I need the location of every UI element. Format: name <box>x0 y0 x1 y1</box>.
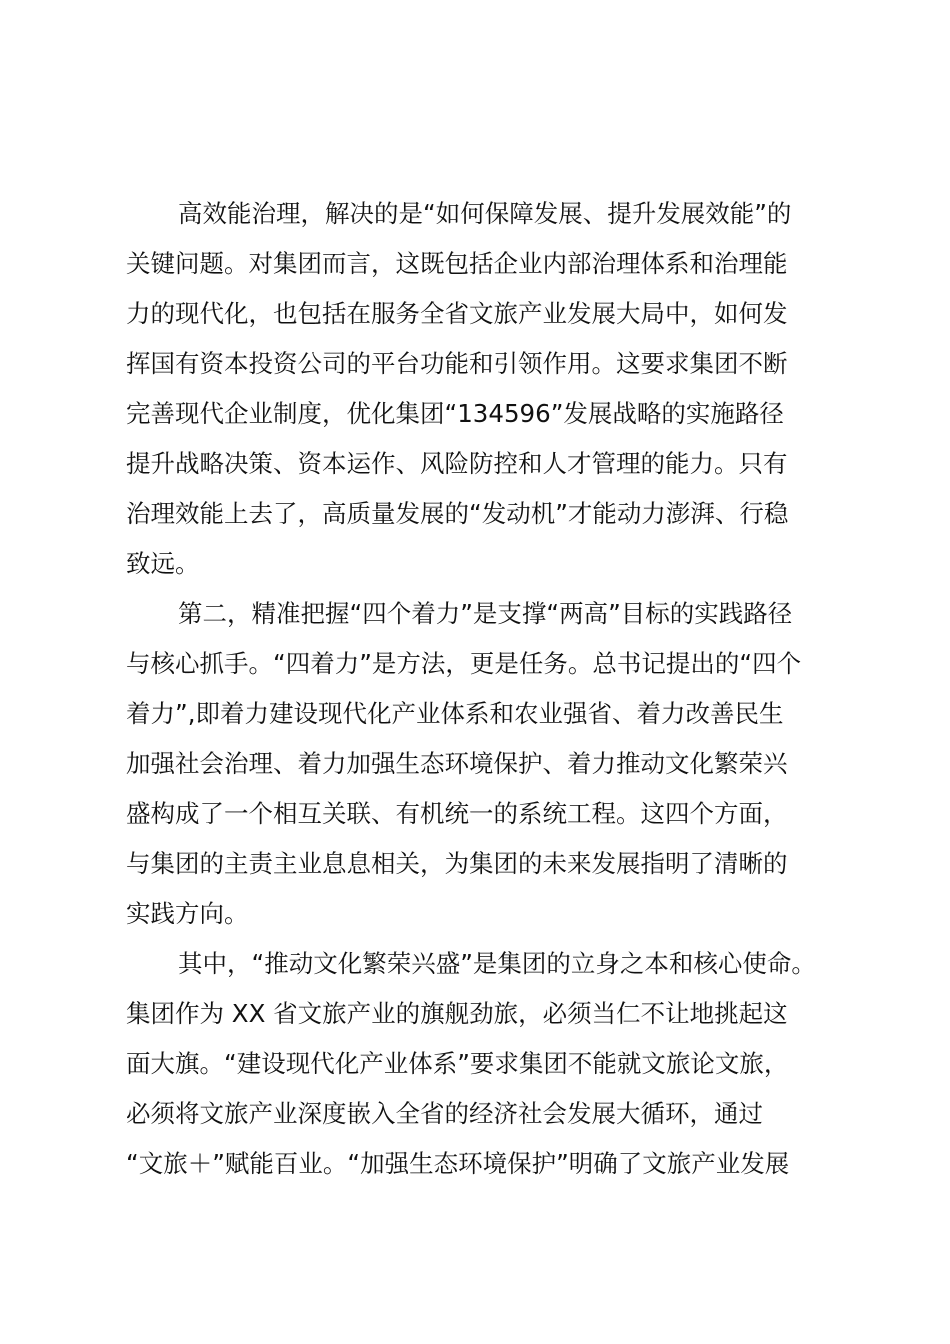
text-line: 治理效能上去了，高质量发展的“发动机”才能动力澎湃、行稳 <box>126 499 789 528</box>
text-line: 着力”,即着力建设现代化产业体系和农业强省、着力改善民生 <box>126 699 784 728</box>
text-line: 与集团的主责主业息息相关，为集团的未来发展指明了清晰的 <box>126 849 788 878</box>
text-line: 其中，“推动文化繁荣兴盛”是集团的立身之本和核心使命。 <box>178 949 816 978</box>
text-line: 集团作为 XX 省文旅产业的旗舰劲旅，必须当仁不让地挑起这 <box>126 999 788 1028</box>
text-line: 必须将文旅产业深度嵌入全省的经济社会发展大循环，通过 <box>126 1099 763 1128</box>
text-line: 盛构成了一个相互关联、有机统一的系统工程。这四个方面， <box>126 799 788 828</box>
text-line: 高效能治理，解决的是“如何保障发展、提升发展效能”的 <box>178 199 792 228</box>
text-line: 与核心抓手。“四着力”是方法，更是任务。总书记提出的“四个 <box>126 649 802 678</box>
text-line: 完善现代企业制度，优化集团“134596”发展战略的实施路径 <box>126 399 784 428</box>
text-line: 面大旗。“建设现代化产业体系”要求集团不能就文旅论文旅， <box>126 1049 789 1078</box>
text-line: 实践方向。 <box>126 899 249 928</box>
text-line: “文旅＋”赋能百业。“加强生态环境保护”明确了文旅产业发展 <box>126 1149 790 1178</box>
text-line: 致远。 <box>126 549 200 578</box>
text-line: 加强社会治理、着力加强生态环境保护、着力推动文化繁荣兴 <box>126 749 788 778</box>
text-line: 挥国有资本投资公司的平台功能和引领作用。这要求集团不断 <box>126 349 788 378</box>
text-line: 关键问题。对集团而言，这既包括企业内部治理体系和治理能 <box>126 249 788 278</box>
text-line: 第二，精准把握“四个着力”是支撑“两高”目标的实践路径 <box>178 599 793 628</box>
text-line: 提升战略决策、资本运作、风险防控和人才管理的能力。只有 <box>126 449 788 478</box>
text-line: 力的现代化，也包括在服务全省文旅产业发展大局中，如何发 <box>126 299 788 328</box>
